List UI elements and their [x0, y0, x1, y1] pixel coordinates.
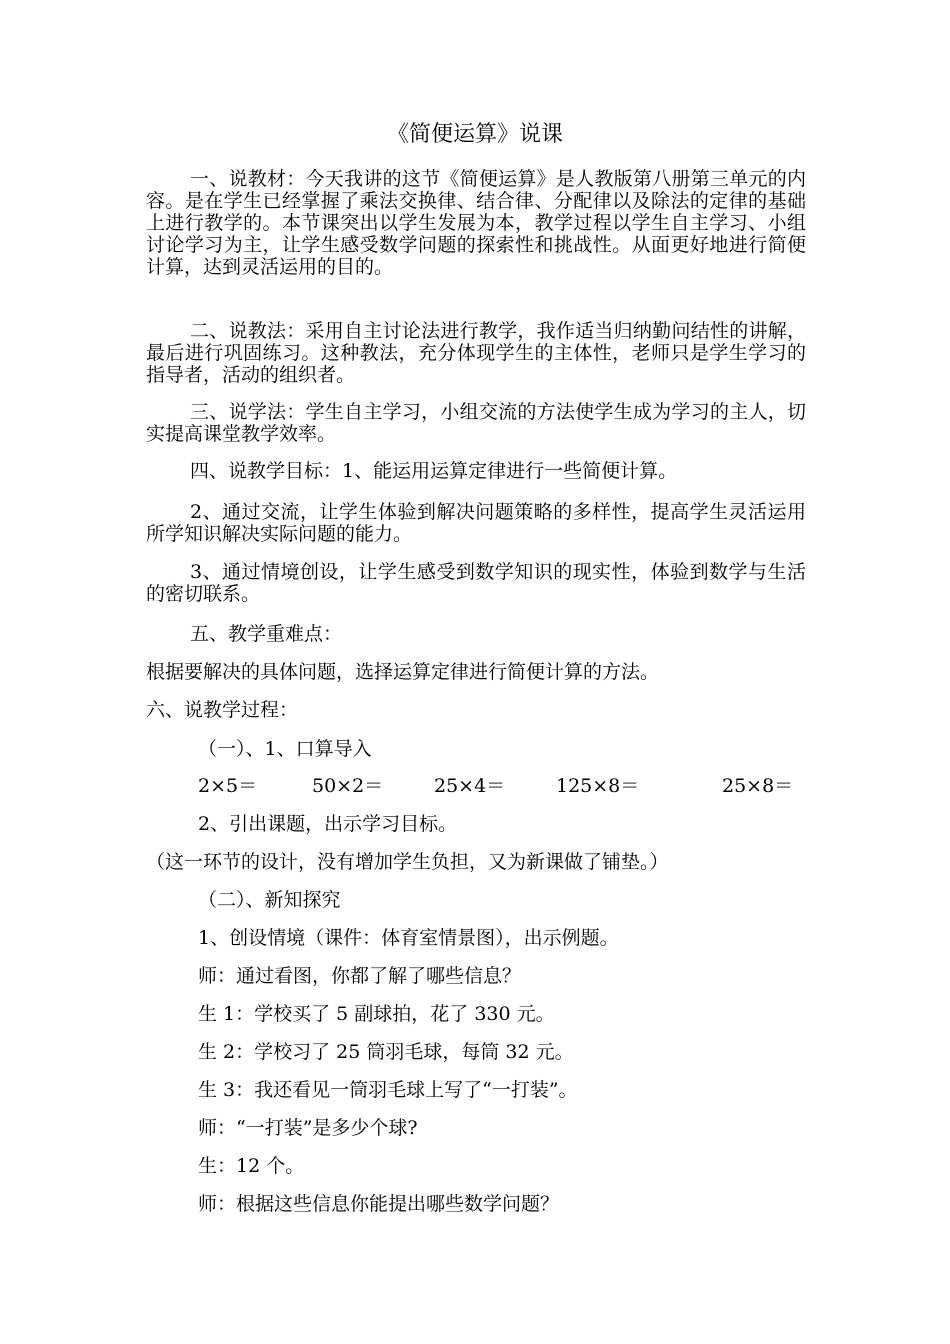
paragraph-section-two: （二）、新知探究 — [198, 889, 341, 911]
dialogue-line: 生 1：学校买了 5 副球拍，花了 330 元。 — [198, 1003, 555, 1025]
paragraph-design-note: （这一环节的设计，没有增加学生负担，又为新课做了铺垫。） — [146, 851, 669, 873]
paragraph-teaching-method: 二、说教法：采用自主讨论法进行教学，我作适当归纳勤问结性的讲解，最后进行巩固练习。这种教法，充分体现学生的主体性，老师只是学生学习的指导者，活动的组织者。 — [146, 320, 806, 386]
calc-item: 25×8＝ — [722, 775, 794, 797]
document-title: 《简便运算》说课 — [386, 122, 563, 147]
paragraph-introduce-topic: 2、引出课题，出示学习目标。 — [198, 813, 458, 835]
dialogue-line: 师：“一打装”是多少个球? — [198, 1117, 418, 1139]
dialogue-line: 生 3：我还看见一筒羽毛球上写了“一打装”。 — [198, 1079, 578, 1101]
paragraph-process-heading: 六、说教学过程： — [146, 699, 299, 721]
paragraph-key-points: 根据要解决的具体问题，选择运算定律进行简便计算的方法。 — [146, 661, 660, 683]
paragraph-goal-2: 2、通过交流，让学生体验到解决问题策略的多样性，提高学生灵活运用所学知识解决实际问题的能力。 — [146, 501, 806, 545]
calc-item: 2×5＝ — [198, 775, 258, 797]
dialogue-line: 师：根据这些信息你能提出哪些数学问题？ — [198, 1193, 560, 1215]
dialogue-line: 师：通过看图，你都了解了哪些信息？ — [198, 965, 522, 987]
calc-item: 25×4＝ — [434, 775, 506, 797]
dialogue-line: 生：12 个。 — [198, 1155, 305, 1177]
paragraph-learning-method: 三、说学法：学生自主学习，小组交流的方法使学生成为学习的主人，切实提高课堂教学效率。 — [146, 401, 806, 445]
dialogue-line: 生 2：学校习了 25 筒羽毛球，每筒 32 元。 — [198, 1041, 574, 1063]
paragraph-scenario: 1、创设情境（课件：体育室情景图），出示例题。 — [198, 927, 619, 949]
calc-item: 125×8＝ — [556, 775, 640, 797]
calc-item: 50×2＝ — [312, 775, 384, 797]
paragraph-section-one: （一）、1、口算导入 — [198, 738, 372, 760]
paragraph-goal-1: 四、说教学目标：1、能运用运算定律进行一些简便计算。 — [190, 460, 678, 482]
paragraph-teaching-material: 一、说教材：今天我讲的这节《简便运算》是人教版第八册第三单元的内容。是在学生已经掌握了乘法交换律、结合律、分配律以及除法的定律的基础上进行教学的。本节课突出以学生发展为本，教学过程以学生自主学习、小组讨论学习为主，让学生感受数学问题的探索性和挑战性。从面更好地进行简便计算，达到灵活运用的目的。 — [146, 168, 806, 278]
paragraph-goal-3: 3、通过情境创设，让学生感受到数学知识的现实性，体验到数学与生活的密切联系。 — [146, 561, 806, 605]
paragraph-key-points-heading: 五、教学重难点： — [190, 623, 343, 645]
